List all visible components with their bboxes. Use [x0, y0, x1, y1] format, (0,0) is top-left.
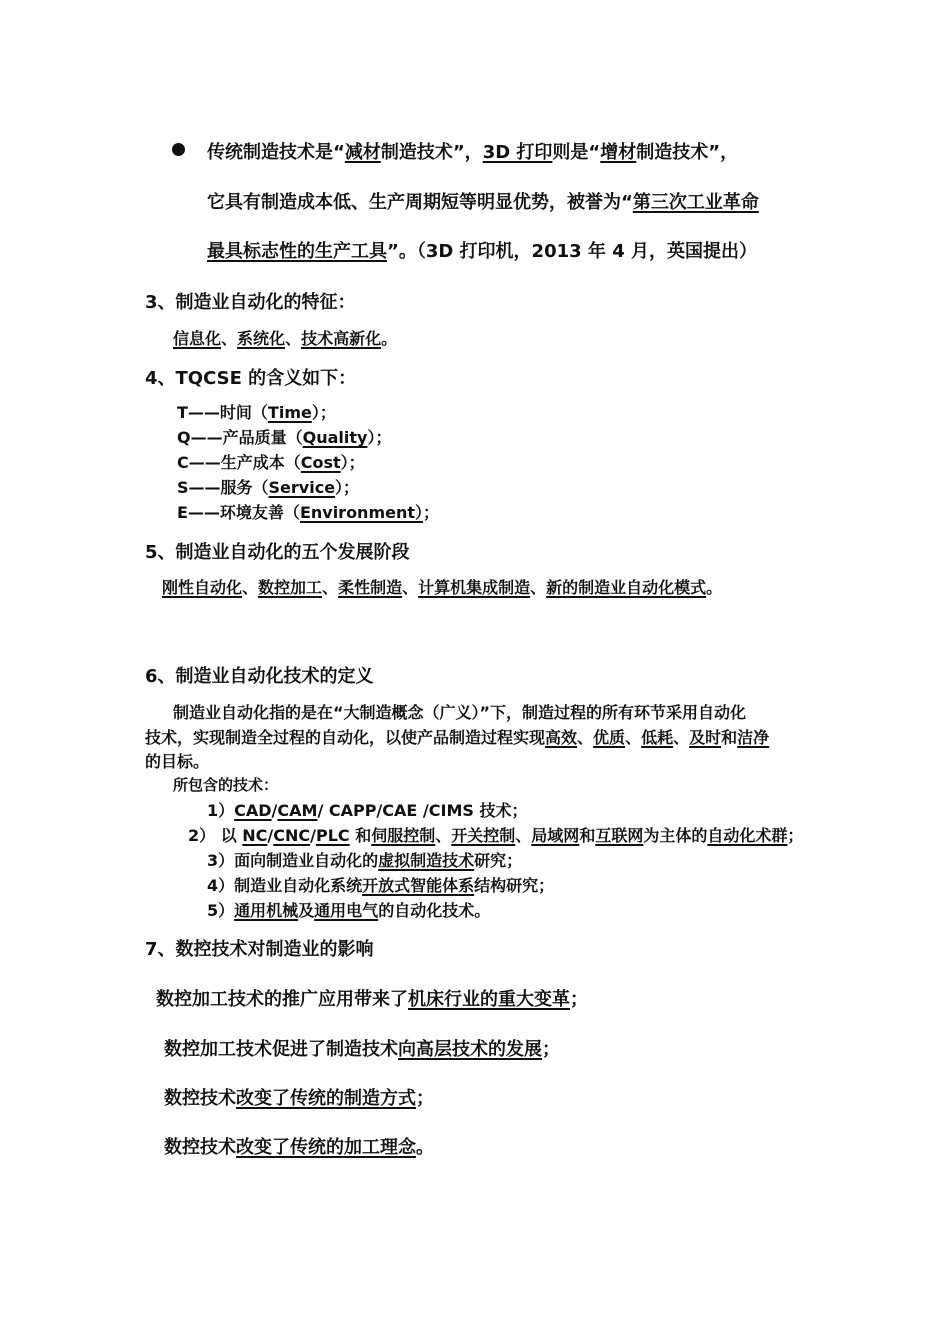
underlined-term: 开关控制 [451, 826, 516, 845]
section-7-heading: 7、数控技术对制造业的影响 [145, 939, 374, 960]
text: / CAPP/CAE /CIMS 技术； [317, 801, 528, 820]
text: 技术，实现制造全过程的自动化，以使产品制造过程实现 [145, 728, 546, 747]
underlined-term: 互联网 [595, 826, 644, 845]
text: 、 [221, 329, 238, 348]
text: 、 [242, 578, 259, 597]
underlined-term: 机床行业的重大变革 [408, 989, 570, 1010]
underlined-term: 减材 [344, 142, 381, 163]
text: 它具有制造成本低、生产周期短等明显优势，被誉为“ [207, 192, 633, 213]
text: ； [416, 1088, 434, 1109]
text: 数控技术 [164, 1088, 236, 1109]
text: 3）面向制造业自动化的 [207, 851, 379, 870]
section-3-heading: 3、制造业自动化的特征： [145, 292, 356, 313]
underlined-term: Quality [302, 428, 368, 447]
text: 、 [402, 578, 419, 597]
text: 。 [416, 1137, 434, 1158]
text: 传统制造技术是“ [207, 142, 345, 163]
underlined-term: 刚性自动化 [162, 578, 243, 597]
underlined-term: 自动化术群 [707, 826, 788, 845]
text: 4）制造业自动化系统 [207, 876, 363, 895]
text: 结构研究； [474, 876, 555, 895]
text: / [310, 826, 316, 845]
underlined-term: CAD [234, 801, 272, 820]
text: C——生产成本（ [177, 453, 301, 472]
text: ； [787, 826, 804, 845]
text: 为主体的 [643, 826, 708, 845]
underlined-term: 高效 [545, 728, 578, 747]
text: 则是“ [552, 142, 601, 163]
underlined-term: Cost [300, 453, 341, 472]
text: 数控技术 [164, 1137, 236, 1158]
section-5-heading: 5、制造业自动化的五个发展阶段 [145, 542, 410, 563]
underlined-term: 局域网 [531, 826, 580, 845]
underlined-term: 低耗 [641, 728, 674, 747]
underlined-term: Time [267, 403, 312, 422]
tech-item-1 [207, 798, 527, 821]
underlined-term: 优质 [593, 728, 626, 747]
underlined-term: 向高层技术的发展 [398, 1039, 542, 1060]
text: 、 [625, 728, 642, 747]
text: 制造技术”， [380, 142, 483, 163]
section-4-heading: 4、TQCSE 的含义如下： [145, 368, 357, 389]
underlined-term: 增材 [600, 142, 637, 163]
underlined-term: 开放式智能体系 [362, 876, 475, 895]
text: 。 [381, 329, 398, 348]
text: Q——产品质量（ [177, 428, 303, 447]
text: 1） [207, 801, 235, 820]
impact-line-2 [164, 1035, 560, 1061]
tqcse-row [177, 425, 391, 448]
bullet-line-3 [207, 237, 757, 263]
underlined-term: 洁净 [737, 728, 770, 747]
underlined-term: 通用电气 [314, 901, 379, 920]
text: 、 [515, 826, 532, 845]
underlined-term: 新的制造业自动化模式 [546, 578, 707, 597]
underlined-term: NC [242, 826, 268, 845]
underlined-term: 数控加工 [258, 578, 323, 597]
text: T——时间（ [177, 403, 268, 422]
definition-line-3: 的目标。 [145, 752, 210, 771]
underlined-term: 改变了传统的加工理念 [236, 1137, 416, 1158]
bullet-line-1 [207, 138, 738, 164]
text: 和 [721, 728, 738, 747]
underlined-term: CAM [277, 801, 318, 820]
underlined-term: 信息化 [173, 329, 222, 348]
underlined-term: PLC [315, 826, 350, 845]
text: 2） 以 [188, 826, 243, 845]
bullet-dot [172, 143, 185, 156]
text: ）； [335, 478, 360, 497]
impact-line-3 [164, 1084, 434, 1110]
underlined-term: Environment） [299, 503, 424, 522]
underlined-term: 及时 [689, 728, 722, 747]
text: 、 [435, 826, 452, 845]
tech-item-5 [207, 898, 490, 921]
text: / [271, 801, 278, 820]
text: ； [570, 989, 588, 1010]
text: 及 [298, 901, 315, 920]
text: 制造技术”， [636, 142, 739, 163]
underlined-term: CNC [273, 826, 311, 845]
definition-line-2 [145, 725, 769, 748]
underlined-term: 改变了传统的制造方式 [236, 1088, 416, 1109]
text: 和 [579, 826, 596, 845]
section-3-items [173, 326, 397, 349]
underlined-term: 技术高新化 [301, 329, 382, 348]
text: 、 [530, 578, 547, 597]
text: ）； [340, 453, 365, 472]
underlined-term: 柔性制造 [338, 578, 403, 597]
text: 、 [285, 329, 302, 348]
text: 、 [322, 578, 339, 597]
underlined-term: 虚拟制造技术 [378, 851, 475, 870]
text: S——服务（ [177, 478, 269, 497]
tqcse-row [177, 400, 336, 423]
text: 数控加工技术的推广应用带来了 [156, 989, 408, 1010]
definition-line-1: 制造业自动化指的是在“大制造概念（广义）”下，制造过程的所有环节采用自动化 [173, 703, 747, 722]
underlined-term: 系统化 [237, 329, 286, 348]
text: 5） [207, 901, 235, 920]
included-tech-label: 所包含的技术： [173, 776, 279, 794]
underlined-term: 第三次工业革命 [632, 192, 759, 213]
text: 和 [349, 826, 372, 845]
text: ”。（3D 打印机，2013 年 4 月，英国提出） [387, 241, 757, 262]
text: ）； [367, 428, 392, 447]
tech-item-4 [207, 873, 554, 896]
bullet-line-2 [207, 188, 759, 214]
text: 、 [577, 728, 594, 747]
underlined-term: 最具标志性的生产工具 [207, 241, 387, 262]
underlined-term: 3D 打印 [482, 142, 553, 163]
underlined-term: 伺服控制 [371, 826, 436, 845]
impact-line-4 [164, 1133, 434, 1159]
text: ； [423, 503, 440, 522]
tech-item-2 [188, 823, 803, 846]
text: ； [542, 1039, 560, 1060]
text: E——环境友善（ [177, 503, 300, 522]
section-5-items [162, 575, 722, 598]
tqcse-row [177, 450, 365, 473]
underlined-term: 通用机械 [234, 901, 299, 920]
text: / [267, 826, 274, 845]
tqcse-row [177, 500, 439, 523]
tech-item-3 [207, 848, 522, 871]
text: ）； [311, 403, 336, 422]
underlined-term: 计算机集成制造 [418, 578, 531, 597]
text: 数控加工技术促进了制造技术 [164, 1039, 398, 1060]
text: 研究； [474, 851, 523, 870]
text: 的自动化技术。 [378, 901, 491, 920]
text: 、 [673, 728, 690, 747]
text: 。 [706, 578, 723, 597]
underlined-term: Service [268, 478, 336, 497]
tqcse-row [177, 475, 359, 498]
section-6-heading: 6、制造业自动化技术的定义 [145, 666, 374, 687]
impact-line-1 [156, 985, 588, 1011]
